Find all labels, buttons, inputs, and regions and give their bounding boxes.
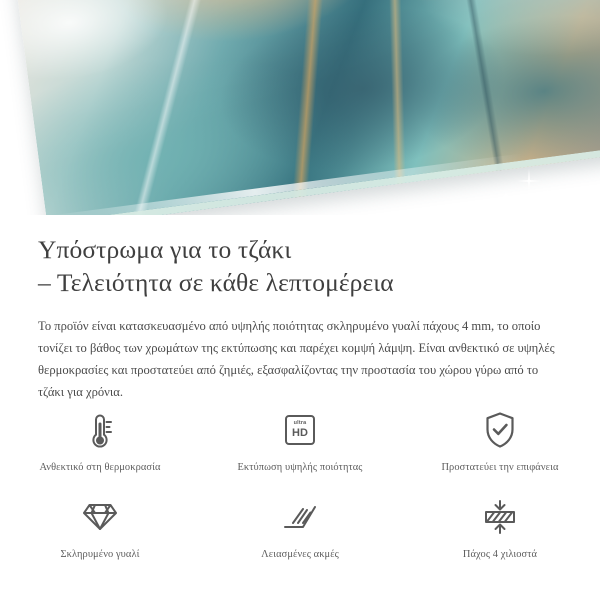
feature-item-tempered-glass	[0, 487, 200, 562]
sparkle-icon	[516, 168, 542, 194]
feature-item-polished-edges	[200, 487, 400, 562]
page-title	[0, 215, 600, 299]
feature-item-thickness	[400, 487, 600, 562]
thickness-arrows-icon	[481, 495, 519, 539]
feature-label: Προστατεύει την επιφάνεια	[441, 462, 559, 473]
feature-label: Εκτύπωση υψηλής ποιότητας	[237, 462, 363, 473]
feature-item-print-quality	[200, 400, 400, 475]
headline-line-2: – Τελειότητα σε κάθε λεπτομέρεια	[38, 268, 394, 297]
body-paragraph: Το προϊόν είναι κατασκευασμένο από υψηλής ποιότητας σκληρυμένο γυαλί πάχους 4 mm, το οποίο τονίζει το βάθος των χρωμάτων της εκτύπωσης και παρέχει κομψή λάμψη. Είναι ανθεκτικό σε υψηλές θερμοκρασίες και προστατεύει από ζημιές, εξασφαλίζοντας την προστασία του χώρου γύρω από το τζάκι για χρόνια.	[38, 319, 555, 399]
feature-item-surface-protection	[400, 400, 600, 475]
sparkle-icon	[500, 190, 512, 202]
feature-label: Ανθεκτικό στη θερμοκρασία	[39, 462, 161, 473]
feature-label: Σκληρυμένο γυαλί	[60, 549, 140, 560]
ultra-hd-icon	[285, 408, 315, 452]
ultra-hd-badge-top: ultra	[293, 420, 307, 427]
glass-gloss-overlay	[14, 0, 600, 215]
sparkle-icon	[540, 186, 556, 202]
shield-check-icon	[483, 408, 517, 452]
headline-line-1: Υπόστρωμα για το τζάκι	[38, 235, 292, 264]
feature-label: Πάχος 4 χιλιοστά	[462, 549, 538, 560]
feature-item-temperature	[0, 400, 200, 475]
hero-image	[0, 0, 600, 215]
feature-grid	[0, 400, 600, 562]
polished-edges-icon	[281, 495, 319, 539]
glass-panel-artwork	[14, 0, 600, 215]
diamond-icon	[82, 495, 118, 539]
thermometer-icon	[83, 408, 117, 452]
ultra-hd-badge-bottom: HD	[292, 426, 308, 439]
description-content	[0, 215, 600, 403]
feature-label: Λειασμένες ακμές	[261, 549, 339, 560]
